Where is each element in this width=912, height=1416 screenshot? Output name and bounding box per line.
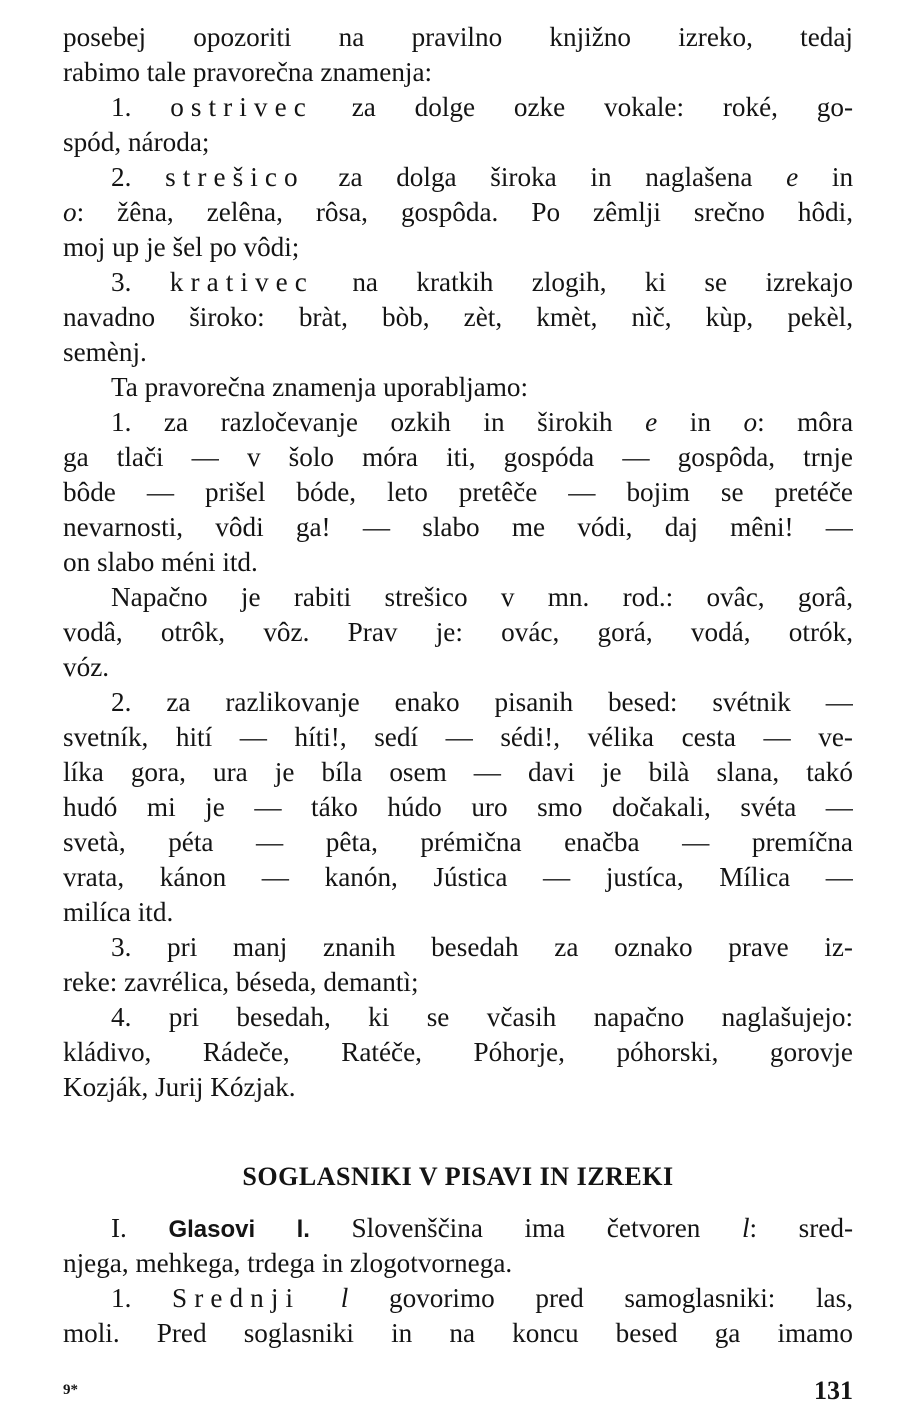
text-line: nevarnosti, vôdi ga! — slabo me vódi, daj mêni! —	[63, 512, 853, 542]
page-footer	[63, 1376, 853, 1408]
text-line: moli. Pred soglasniki in na koncu besed ga imamo	[63, 1318, 853, 1348]
text-line: Kozják, Jurij Kózjak.	[63, 1072, 296, 1102]
text-line: posebej opozoriti na pravilno knjižno izreko, tedaj	[63, 22, 853, 52]
section-heading: SOGLASNIKI V PISAVI IN IZREKI	[242, 1162, 674, 1191]
text-line: vodâ, otrôk, vôz. Prav je: ovác, gorá, vodá, otrók,	[63, 617, 853, 647]
text-line: svetà, péta — pêta, prémična enačba — premíčna	[63, 827, 853, 857]
list-item-strešico: 2. strešico za dolga široka in naglašena e in	[111, 162, 853, 192]
text-line: milíca itd.	[63, 897, 174, 927]
list-item-usage-3: 3. pri manj znanih besedah za oznako prave iz-	[111, 932, 853, 962]
spaced-term: krativec	[169, 267, 314, 297]
spaced-term: strešico	[165, 162, 305, 192]
text-line: bôde — prišel bóde, leto pretêče — bojim se pretéče	[63, 477, 853, 507]
text-line: reke: zavrélica, béseda, demantì;	[63, 967, 419, 997]
text-line: Napačno je rabiti strešico v mn. rod.: ovâc, gorâ,	[111, 582, 853, 612]
text-line: o: žêna, zelêna, rôsa, gospôda. Po zêmlji srečno hôdi,	[63, 197, 853, 227]
text-line: vrata, kánon — kanón, Jústica — justíca, Mílica —	[63, 862, 853, 892]
text-line: vóz.	[63, 652, 110, 682]
text-line: Ta pravorečna znamenja uporabljamo:	[111, 372, 529, 402]
page-body	[63, 20, 853, 1351]
spaced-term: Srednji	[172, 1283, 301, 1313]
printer-signature: 9*	[63, 1382, 78, 1398]
text-line: 1. Srednji l govorimo pred samoglasniki: las,	[111, 1283, 853, 1313]
text-line: svetník, hití — híti!, sedí — sédi!, vélika cesta — ve-	[63, 722, 853, 752]
text-line: moj up je šel po vôdi;	[63, 232, 300, 262]
list-item-usage-2: 2. za razlikovanje enako pisanih besed: svétnik —	[111, 687, 853, 717]
text-line: spód, národa;	[63, 127, 210, 157]
text-line: I. Glasovi l. Slovenščina ima četvoren l: sred-	[111, 1213, 853, 1243]
list-item-ostrivec: 1. ostrivec za dolge ozke vokale: roké, go-	[111, 92, 853, 122]
text-line: ga tlači — v šolo móra iti, gospóda — gospôda, trnje	[63, 442, 853, 472]
page-number: 131	[814, 1376, 853, 1405]
text-line: hudó mi je — táko húdo uro smo dočakali, svéta —	[63, 792, 853, 822]
text-line: on slabo méni itd.	[63, 547, 258, 577]
text-line: kládivo, Rádeče, Ratéče, Póhorje, póhorski, gorovje	[63, 1037, 853, 1067]
subsection-title: Glasovi l.	[168, 1216, 310, 1243]
spaced-term: ostrivec	[170, 92, 313, 122]
text-line: líka gora, ura je bíla osem — davi je bilà slana, takó	[63, 757, 853, 787]
list-item-usage-1: 1. za razločevanje ozkih in širokih e in o: môra	[111, 407, 853, 437]
list-item-krativec: 3. krativec na kratkih zlogih, ki se izrekajo	[111, 267, 853, 297]
list-item-usage-4: 4. pri besedah, ki se včasih napačno naglašujejo:	[111, 1002, 853, 1032]
text-line: njega, mehkega, trdega in zlogotvornega.	[63, 1248, 513, 1278]
text-line: navadno široko: bràt, bòb, zèt, kmèt, nìč, kùp, pekèl,	[63, 302, 853, 332]
text-line: semènj.	[63, 337, 147, 367]
text-line: rabimo tale pravorečna znamenja:	[63, 57, 433, 87]
